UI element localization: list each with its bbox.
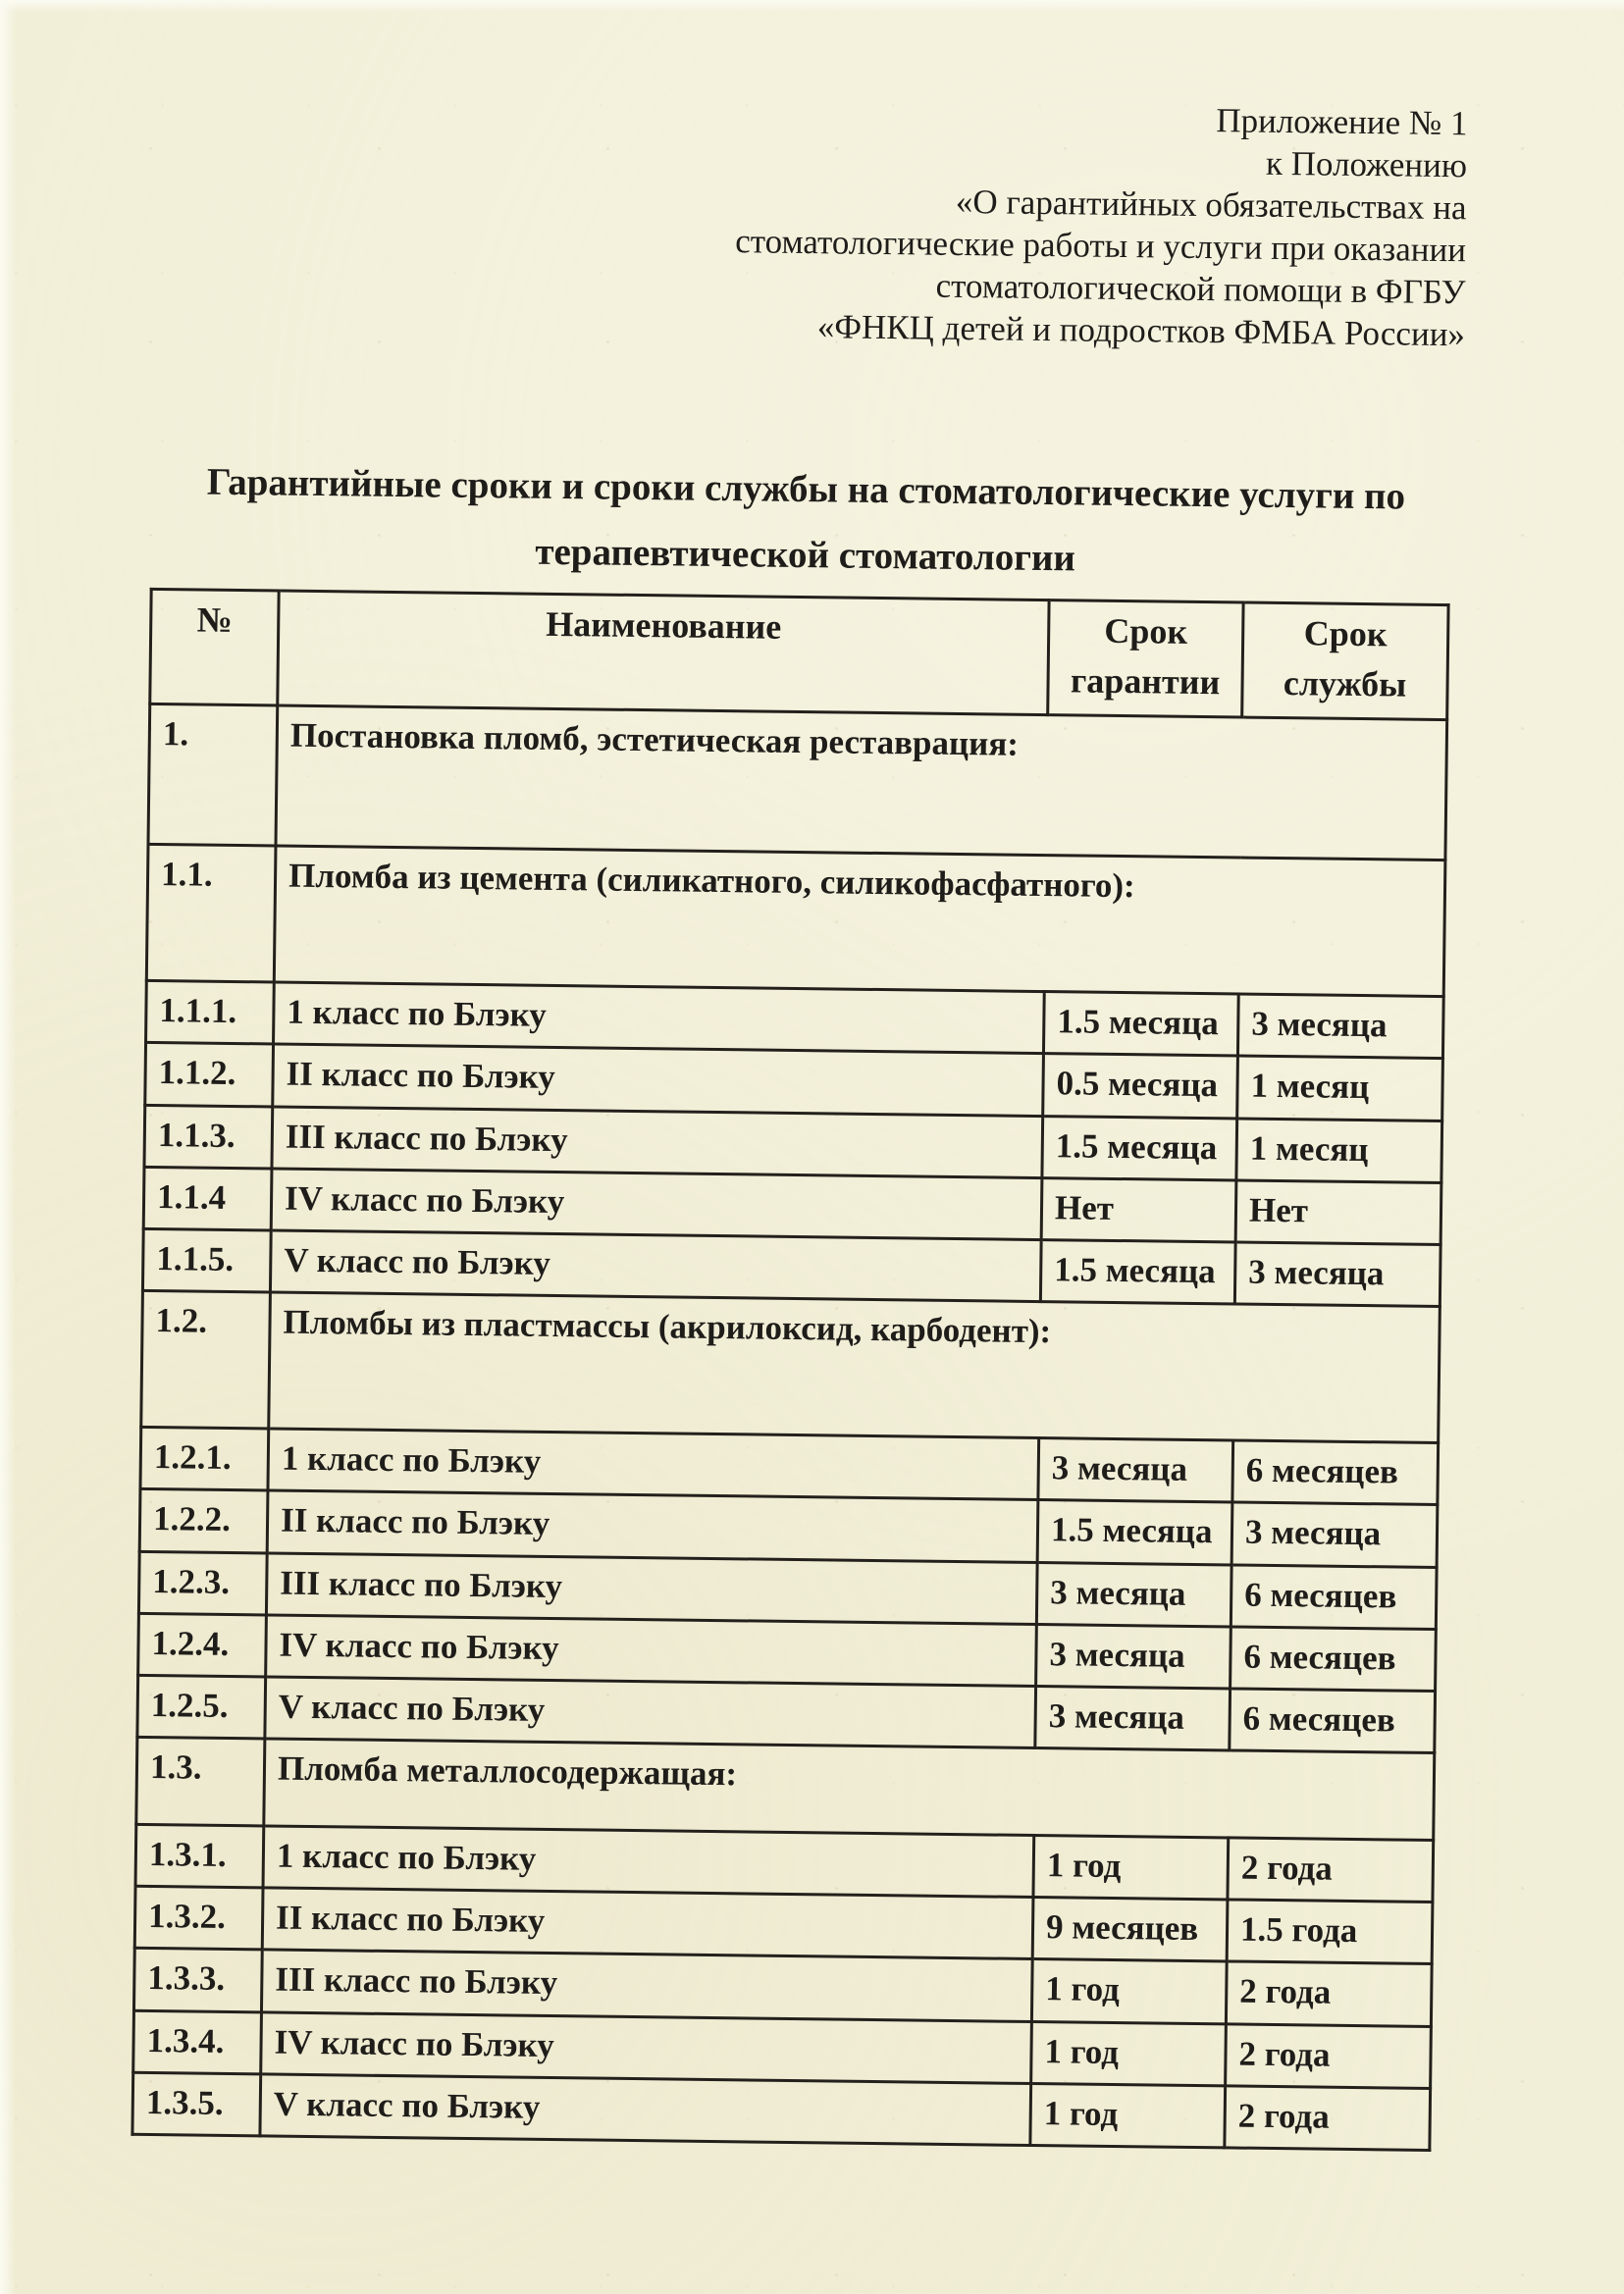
row-code-cell: 1.1.1. (146, 981, 275, 1045)
row-service-cell: 3 месяца (1231, 1502, 1438, 1567)
header-line: «ФНКЦ детей и подростков ФМБА России» (816, 307, 1466, 354)
row-name-cell: II класс по Блэку (262, 1888, 1033, 1959)
row-service-cell: 1 месяц (1237, 1056, 1443, 1121)
row-code-cell: 1.2.3. (138, 1551, 267, 1615)
row-name-cell: V класс по Блэку (270, 1230, 1041, 1302)
table-row (148, 704, 1447, 860)
row-warranty-cell: 3 месяца (1036, 1562, 1231, 1627)
header-line: стоматологические работы и услуги при оказании (735, 222, 1467, 270)
row-name-cell: IV класс по Блэку (271, 1169, 1042, 1240)
row-warranty-cell: 9 месяцев (1032, 1898, 1228, 1962)
row-name-cell: II класс по Блэку (267, 1490, 1038, 1562)
appendix-header (523, 91, 1468, 356)
column-header-service: Срок службы (1242, 602, 1448, 720)
row-warranty-cell: 1 год (1031, 1959, 1227, 2024)
row-warranty-cell: 0.5 месяца (1043, 1054, 1238, 1119)
title-line-2: терапевтической стоматологии (535, 530, 1076, 580)
row-warranty-cell: 3 месяца (1035, 1686, 1231, 1750)
row-service-cell: 6 месяцев (1231, 1627, 1437, 1692)
row-warranty-cell: 1 год (1033, 1836, 1229, 1901)
row-code-cell: 1.3.4. (133, 2010, 262, 2074)
row-name-cell: II класс по Блэку (273, 1044, 1044, 1116)
row-warranty-cell: 1.5 месяца (1037, 1500, 1232, 1565)
row-service-cell: 3 месяца (1234, 1242, 1441, 1307)
title-line-1: Гарантийные сроки и сроки службы на стоматологические услуги по (206, 460, 1406, 518)
warranty-terms-table (131, 588, 1449, 2152)
row-service-cell: 6 месяцев (1232, 1440, 1439, 1505)
row-name-cell: 1 класс по Блэку (274, 982, 1045, 1054)
row-service-cell: 2 года (1226, 1961, 1432, 2026)
row-name-cell: Пломбы из пластмассы (акрилоксид, карбодент): (269, 1292, 1441, 1443)
row-service-cell: 2 года (1228, 1838, 1434, 1903)
table-header-row (150, 589, 1448, 719)
header-line: «О гарантийных обязательствах на (955, 182, 1467, 228)
row-service-cell: 3 месяца (1237, 994, 1443, 1059)
row-warranty-cell: 1 год (1031, 2021, 1227, 2086)
row-code-cell: 1.2. (141, 1291, 271, 1430)
row-service-cell: 2 года (1225, 2086, 1431, 2151)
row-name-cell: Пломба из цемента (силикатного, силикофасфатного): (274, 846, 1445, 997)
row-name-cell: V класс по Блэку (265, 1677, 1036, 1748)
row-warranty-cell: 1.5 месяца (1042, 1116, 1237, 1180)
scanner-edge-top (0, 0, 1624, 12)
scanner-edge-left (0, 0, 16, 2294)
row-service-cell: 1 месяц (1236, 1119, 1442, 1183)
row-code-cell: 1.3. (136, 1737, 265, 1826)
row-warranty-cell: Нет (1041, 1177, 1236, 1242)
column-header-number: № (150, 589, 279, 705)
table-body (132, 704, 1447, 2151)
row-code-cell: 1.3.5. (132, 2072, 261, 2136)
table-row (146, 845, 1445, 997)
row-code-cell: 1.1.4 (143, 1167, 272, 1230)
row-name-cell: III класс по Блэку (266, 1552, 1037, 1624)
header-line: стоматологической помощи в ФГБУ (935, 266, 1466, 312)
row-warranty-cell: 3 месяца (1038, 1438, 1233, 1503)
row-warranty-cell: 3 месяца (1036, 1624, 1231, 1689)
row-code-cell: 1.1.5. (142, 1228, 271, 1292)
column-header-warranty: Срок гарантии (1048, 600, 1243, 718)
header-line: Приложение № 1 (1216, 101, 1468, 143)
row-code-cell: 1.2.4. (138, 1613, 267, 1677)
row-code-cell: 1.1.2. (145, 1043, 274, 1107)
row-code-cell: 1.2.2. (139, 1489, 268, 1553)
row-name-cell: 1 класс по Блэку (268, 1429, 1039, 1500)
header-line: к Положению (1265, 143, 1468, 185)
column-header-name: Наименование (278, 591, 1049, 715)
row-service-cell: 1.5 года (1227, 1900, 1433, 1964)
row-name-cell: Постановка пломб, эстетическая реставрация: (276, 705, 1447, 860)
row-code-cell: 1.1. (146, 845, 276, 983)
row-name-cell: 1 класс по Блэку (263, 1826, 1034, 1898)
row-code-cell: 1.1.3. (144, 1105, 273, 1169)
row-code-cell: 1.3.3. (133, 1949, 262, 2012)
row-service-cell: 6 месяцев (1230, 1689, 1436, 1753)
row-warranty-cell: 1.5 месяца (1043, 992, 1238, 1057)
table-row (136, 1737, 1435, 1840)
row-service-cell: 2 года (1226, 2024, 1432, 2089)
document-title (101, 447, 1511, 597)
row-code-cell: 1. (148, 704, 278, 847)
row-warranty-cell: 1.5 месяца (1040, 1240, 1235, 1305)
row-service-cell: Нет (1235, 1180, 1441, 1245)
table-row (141, 1291, 1441, 1443)
row-name-cell: III класс по Блэку (261, 1950, 1032, 2021)
row-name-cell: V класс по Блэку (260, 2074, 1031, 2146)
row-name-cell: IV класс по Блэку (266, 1615, 1037, 1687)
row-code-cell: 1.2.5. (137, 1675, 266, 1739)
row-service-cell: 6 месяцев (1231, 1564, 1437, 1629)
row-warranty-cell: 1 год (1030, 2083, 1226, 2148)
row-name-cell: Пломба металлосодержащая: (264, 1739, 1435, 1841)
row-name-cell: IV класс по Блэку (261, 2012, 1032, 2084)
row-code-cell: 1.3.1. (135, 1824, 264, 1888)
row-code-cell: 1.2.1. (140, 1428, 269, 1491)
row-name-cell: III класс по Блэку (272, 1107, 1043, 1178)
table-header (150, 589, 1448, 719)
row-code-cell: 1.3.2. (134, 1887, 263, 1951)
